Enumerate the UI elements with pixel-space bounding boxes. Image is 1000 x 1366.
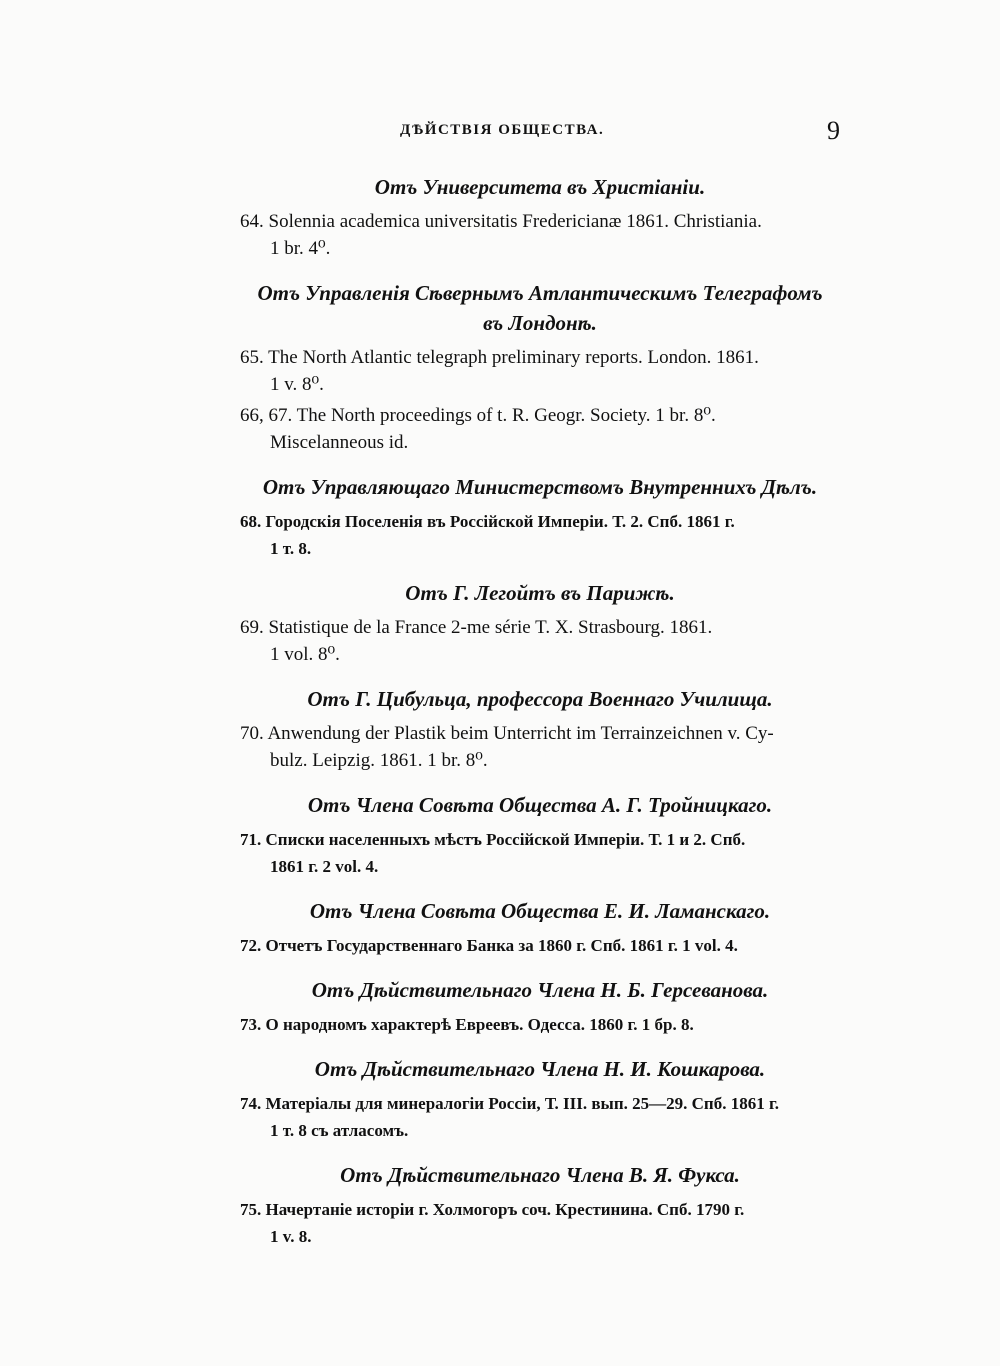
catalog-entry [240,932,840,959]
donor-heading: Отъ Г. Легойтъ въ Парижѣ. [405,581,675,605]
donor-heading: Отъ Университета въ Христіаніи. [374,175,706,199]
donor-heading: Отъ Члена Совѣта Общества А. Г. Тройницкаго. [307,793,773,817]
entry-continuation: 1 т. 8. [270,539,312,558]
catalog-entry [240,614,840,668]
catalog-entry [240,208,840,262]
catalog-entry [240,508,840,562]
running-title: ДѢЙСТВІЯ ОБЩЕСТВА. [400,122,605,138]
entry-continuation: 1 vol. 8⁰. [270,644,340,665]
entry-text: Statistique de la France 2-me série T. X. Strasbourg. 1861. [268,617,713,638]
entry-continuation: bulz. Leipzig. 1861. 1 br. 8⁰. [270,750,488,771]
entry-continuation: 1861 г. 2 vol. 4. [270,857,379,876]
entry-text: The North proceedings of t. R. Geogr. Society. 1 br. 8⁰. [296,405,716,426]
catalog-entry [240,402,840,456]
catalog-entry [240,720,840,774]
entry-number: 70. [240,723,264,744]
entry-text: О народномъ характерѣ Евреевъ. Одесса. 1860 г. 1 бр. 8. [265,1015,694,1034]
entry-continuation: Miscelanneous id. [270,432,409,453]
catalog-entry [240,826,840,880]
entry-number: 64. [240,211,264,232]
entry-number: 75. [240,1200,262,1219]
donor-heading: Отъ Управляющаго Министерствомъ Внутреннихъ Дѣлъ. [262,475,818,499]
entry-text: Матеріалы для минералогіи Россіи, Т. III. вып. 25—29. Спб. 1861 г. [265,1094,779,1113]
catalog-entry [240,1196,840,1250]
donor-heading: Отъ Дѣйствительнаго Члена Н. И. Кошкарова. [314,1057,766,1081]
catalog-entry [240,344,840,398]
entry-continuation: 1 br. 4⁰. [270,238,331,259]
donor-heading: Отъ Управленія Сѣвернымъ Атлантическимъ Телеграфомъ въ Лондонѣ. [257,281,823,335]
page-number: 9 [827,116,840,145]
entry-continuation: 1 v. 8. [270,1227,312,1246]
entry-number: 66, 67. [240,405,293,426]
catalog-entry [240,1011,840,1038]
entry-number: 68. [240,512,262,531]
catalog-entry [240,1090,840,1144]
donor-heading: Отъ Члена Совѣта Общества Е. И. Ламанскаго. [309,899,771,923]
entry-continuation: 1 v. 8⁰. [270,374,324,395]
running-head [240,110,840,150]
entry-number: 73. [240,1015,262,1034]
donor-heading: Отъ Дѣйствительнаго Члена Н. Б. Герсеванова. [311,978,769,1002]
text-column [240,110,840,1250]
entry-text: Городскія Поселенія въ Россійской Имперіи. Т. 2. Спб. 1861 г. [265,512,735,531]
entry-number: 69. [240,617,264,638]
entry-number: 72. [240,936,262,955]
entry-text: Solennia academica universitatis Fredericianæ 1861. Christiania. [268,211,762,232]
entry-continuation: 1 т. 8 съ атласомъ. [270,1121,409,1140]
entry-number: 74. [240,1094,262,1113]
entry-text: Начертаніе исторіи г. Холмогоръ соч. Крестинина. Спб. 1790 г. [265,1200,745,1219]
entry-text: The North Atlantic telegraph preliminary reports. London. 1861. [268,347,759,368]
donor-heading: Отъ Дѣйствительнаго Члена В. Я. Фукса. [340,1163,740,1187]
entry-number: 65. [240,347,264,368]
entry-text: Списки населенныхъ мѣстъ Россійской Имперіи. Т. 1 и 2. Спб. [265,830,746,849]
donor-heading: Отъ Г. Цибульца, профессора Военнаго Училища. [307,687,773,711]
entry-text: Отчетъ Государственнаго Банка за 1860 г. Спб. 1861 г. 1 vol. 4. [265,936,738,955]
entry-text: Anwendung der Plastik beim Unterricht im Terrainzeichnen v. Cy- [267,723,774,744]
entry-number: 71. [240,830,262,849]
